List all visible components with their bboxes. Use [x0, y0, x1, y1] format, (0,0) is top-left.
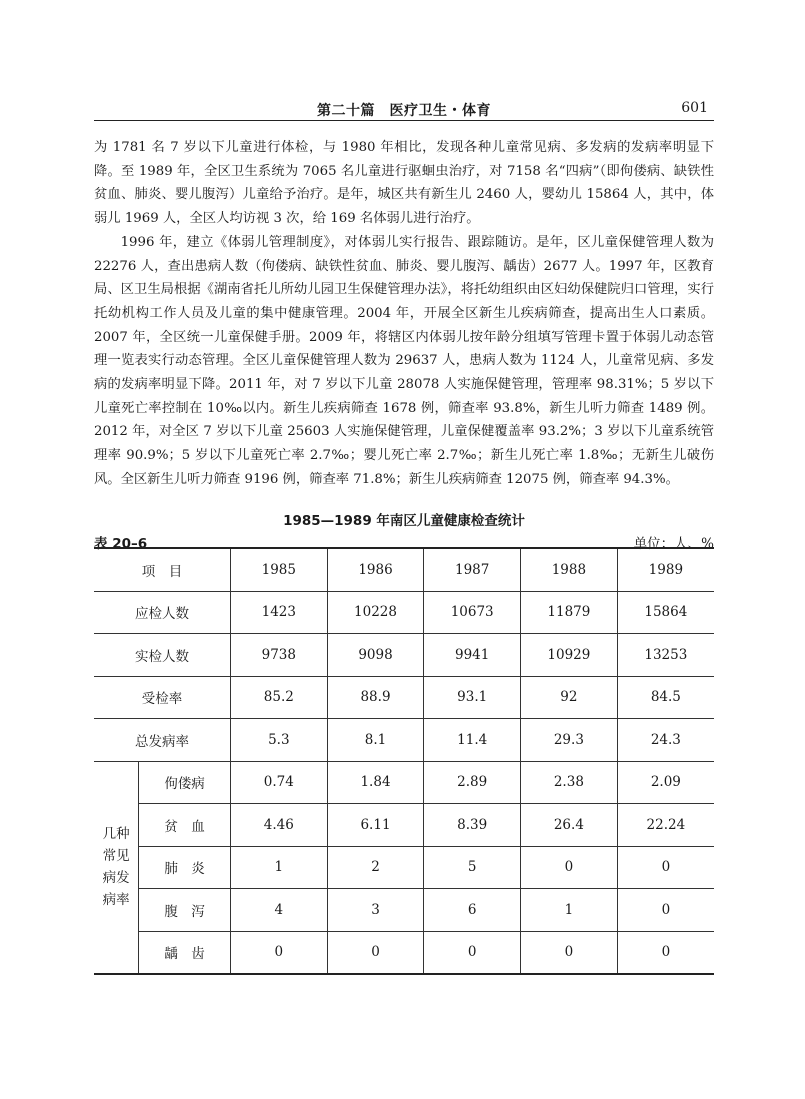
cell: 10929: [521, 634, 618, 677]
row-label: 应检人数: [94, 591, 230, 634]
row-label: 受检率: [94, 676, 230, 719]
table-header-row: [94, 548, 714, 591]
cell: 0: [424, 931, 521, 974]
cell: 2: [327, 846, 424, 889]
cell: 0.74: [230, 761, 327, 804]
cell: 6.11: [327, 804, 424, 847]
cell: 15864: [617, 591, 714, 634]
cell: 4.46: [230, 804, 327, 847]
cell: 29.3: [521, 719, 618, 762]
table-row: [94, 804, 714, 847]
cell: 88.9: [327, 676, 424, 719]
row-label: 腹 泻: [139, 889, 231, 932]
group-label-line: 病率: [102, 892, 130, 909]
cell: 8.39: [424, 804, 521, 847]
cell: 22.24: [617, 804, 714, 847]
table-row: [94, 591, 714, 634]
row-label: 肺 炎: [139, 846, 231, 889]
cell: 93.1: [424, 676, 521, 719]
cell: 85.2: [230, 676, 327, 719]
body-text: [94, 136, 714, 492]
table-caption: 1985—1989 年南区儿童健康检查统计: [283, 513, 525, 529]
table-row: [94, 761, 714, 804]
row-label: 实检人数: [94, 634, 230, 677]
cell: 10228: [327, 591, 424, 634]
cell: 84.5: [617, 676, 714, 719]
cell: 0: [617, 846, 714, 889]
table-row: [94, 719, 714, 762]
cell: 0: [617, 931, 714, 974]
cell: 2.09: [617, 761, 714, 804]
cell: 5: [424, 846, 521, 889]
cell: 11.4: [424, 719, 521, 762]
header-year: 1985: [230, 548, 327, 591]
cell: 24.3: [617, 719, 714, 762]
paragraph-1: 为 1781 名 7 岁以下儿童进行体检，与 1980 年相比，发现各种儿童常见病、多发病的发病率明显下降。至 1989 年，全区卫生系统为 7065 名儿童进行驱蛔虫治疗，对 7158 名“四病”（即佝偻病、缺铁性贫血、肺炎、婴儿腹泻）儿童给予治疗。是年，城区共有新生儿 2460 人，婴幼儿 15864 人，其中，体弱儿 1969 人，全区人均访视 3 次，给 169 名体弱儿进行治疗。: [94, 140, 714, 227]
cell: 8.1: [327, 719, 424, 762]
cell: 9941: [424, 634, 521, 677]
table-row: [94, 634, 714, 677]
header-year: 1987: [424, 548, 521, 591]
table-row: [94, 846, 714, 889]
header-year: 1989: [617, 548, 714, 591]
cell: 6: [424, 889, 521, 932]
cell: 1.84: [327, 761, 424, 804]
cell: 9098: [327, 634, 424, 677]
cell: 1423: [230, 591, 327, 634]
cell: 11879: [521, 591, 618, 634]
health-check-table: [94, 547, 714, 975]
group-label: [94, 761, 139, 974]
header-year: 1986: [327, 548, 424, 591]
cell: 4: [230, 889, 327, 932]
cell: 9738: [230, 634, 327, 677]
cell: 2.89: [424, 761, 521, 804]
row-label: 佝偻病: [139, 761, 231, 804]
cell: 92: [521, 676, 618, 719]
header-item: 项 目: [94, 548, 230, 591]
page-number: 601: [681, 100, 708, 116]
cell: 1: [521, 889, 618, 932]
cell: 0: [230, 931, 327, 974]
table-row: [94, 889, 714, 932]
cell: 10673: [424, 591, 521, 634]
header-year: 1988: [521, 548, 618, 591]
group-label-line: 病发: [102, 870, 130, 887]
cell: 26.4: [521, 804, 618, 847]
row-label: 总发病率: [94, 719, 230, 762]
table-unit: 单位：人、%: [633, 536, 714, 552]
table-row: [94, 676, 714, 719]
cell: 0: [521, 846, 618, 889]
chapter-title: 第二十篇 医疗卫生・体育: [317, 103, 491, 119]
cell: 2.38: [521, 761, 618, 804]
cell: 5.3: [230, 719, 327, 762]
running-header: [94, 98, 714, 121]
group-label-line: 常见: [102, 848, 130, 865]
cell: 1: [230, 846, 327, 889]
row-label: 贫 血: [139, 804, 231, 847]
cell: 0: [521, 931, 618, 974]
row-label: 龋 齿: [139, 931, 231, 974]
cell: 0: [327, 931, 424, 974]
paragraph-2: 1996 年，建立《体弱儿管理制度》，对体弱儿实行报告、跟踪随访。是年，区儿童保健管理人数为 22276 人，查出患病人数（佝偻病、缺铁性贫血、肺炎、婴儿腹泻、龋齿）2677 人。1997 年，区教育局、区卫生局根据《湖南省托儿所幼儿园卫生保健管理办法》，将托幼组织由区妇幼保健院归口管理，实行托幼机构工作人员及儿童的集中健康管理。2004 年，开展全区新生儿疾病筛查，提高出生人口素质。2007 年，全区统一儿童保健手册。2009 年，将辖区内体弱儿按年龄分组填写管理卡置于体弱儿动态管理一览表实行动态管理。全区儿童保健管理人数为 29637 人，患病人数为 1124 人，儿童常见病、多发病的发病率明显下降。2011 年，对 7 岁以下儿童 28078 人实施保健管理，管理率 98.31%；5 岁以下儿童死亡率控制在 10‰以内。新生儿疾病筛查 1678 例，筛查率 93.8%，新生儿听力筛查 1489 例。2012 年，对全区 7 岁以下儿童 25603 人实施保健管理，儿童保健覆盖率 93.2%；3 岁以下儿童系统管理率 90.9%；5 岁以下儿童死亡率 2.7‰；婴儿死亡率 2.7‰；新生儿死亡率 1.8‰；无新生儿破伤风。全区新生儿听力筛查 9196 例，筛查率 71.8%；新生儿疾病筛查 12075 例，筛查率 94.3%。: [94, 234, 714, 487]
table-number: 表 20–6: [94, 536, 148, 552]
cell: 0: [617, 889, 714, 932]
group-label-line: 几种: [102, 826, 130, 843]
table-row: [94, 931, 714, 974]
cell: 3: [327, 889, 424, 932]
cell: 13253: [617, 634, 714, 677]
